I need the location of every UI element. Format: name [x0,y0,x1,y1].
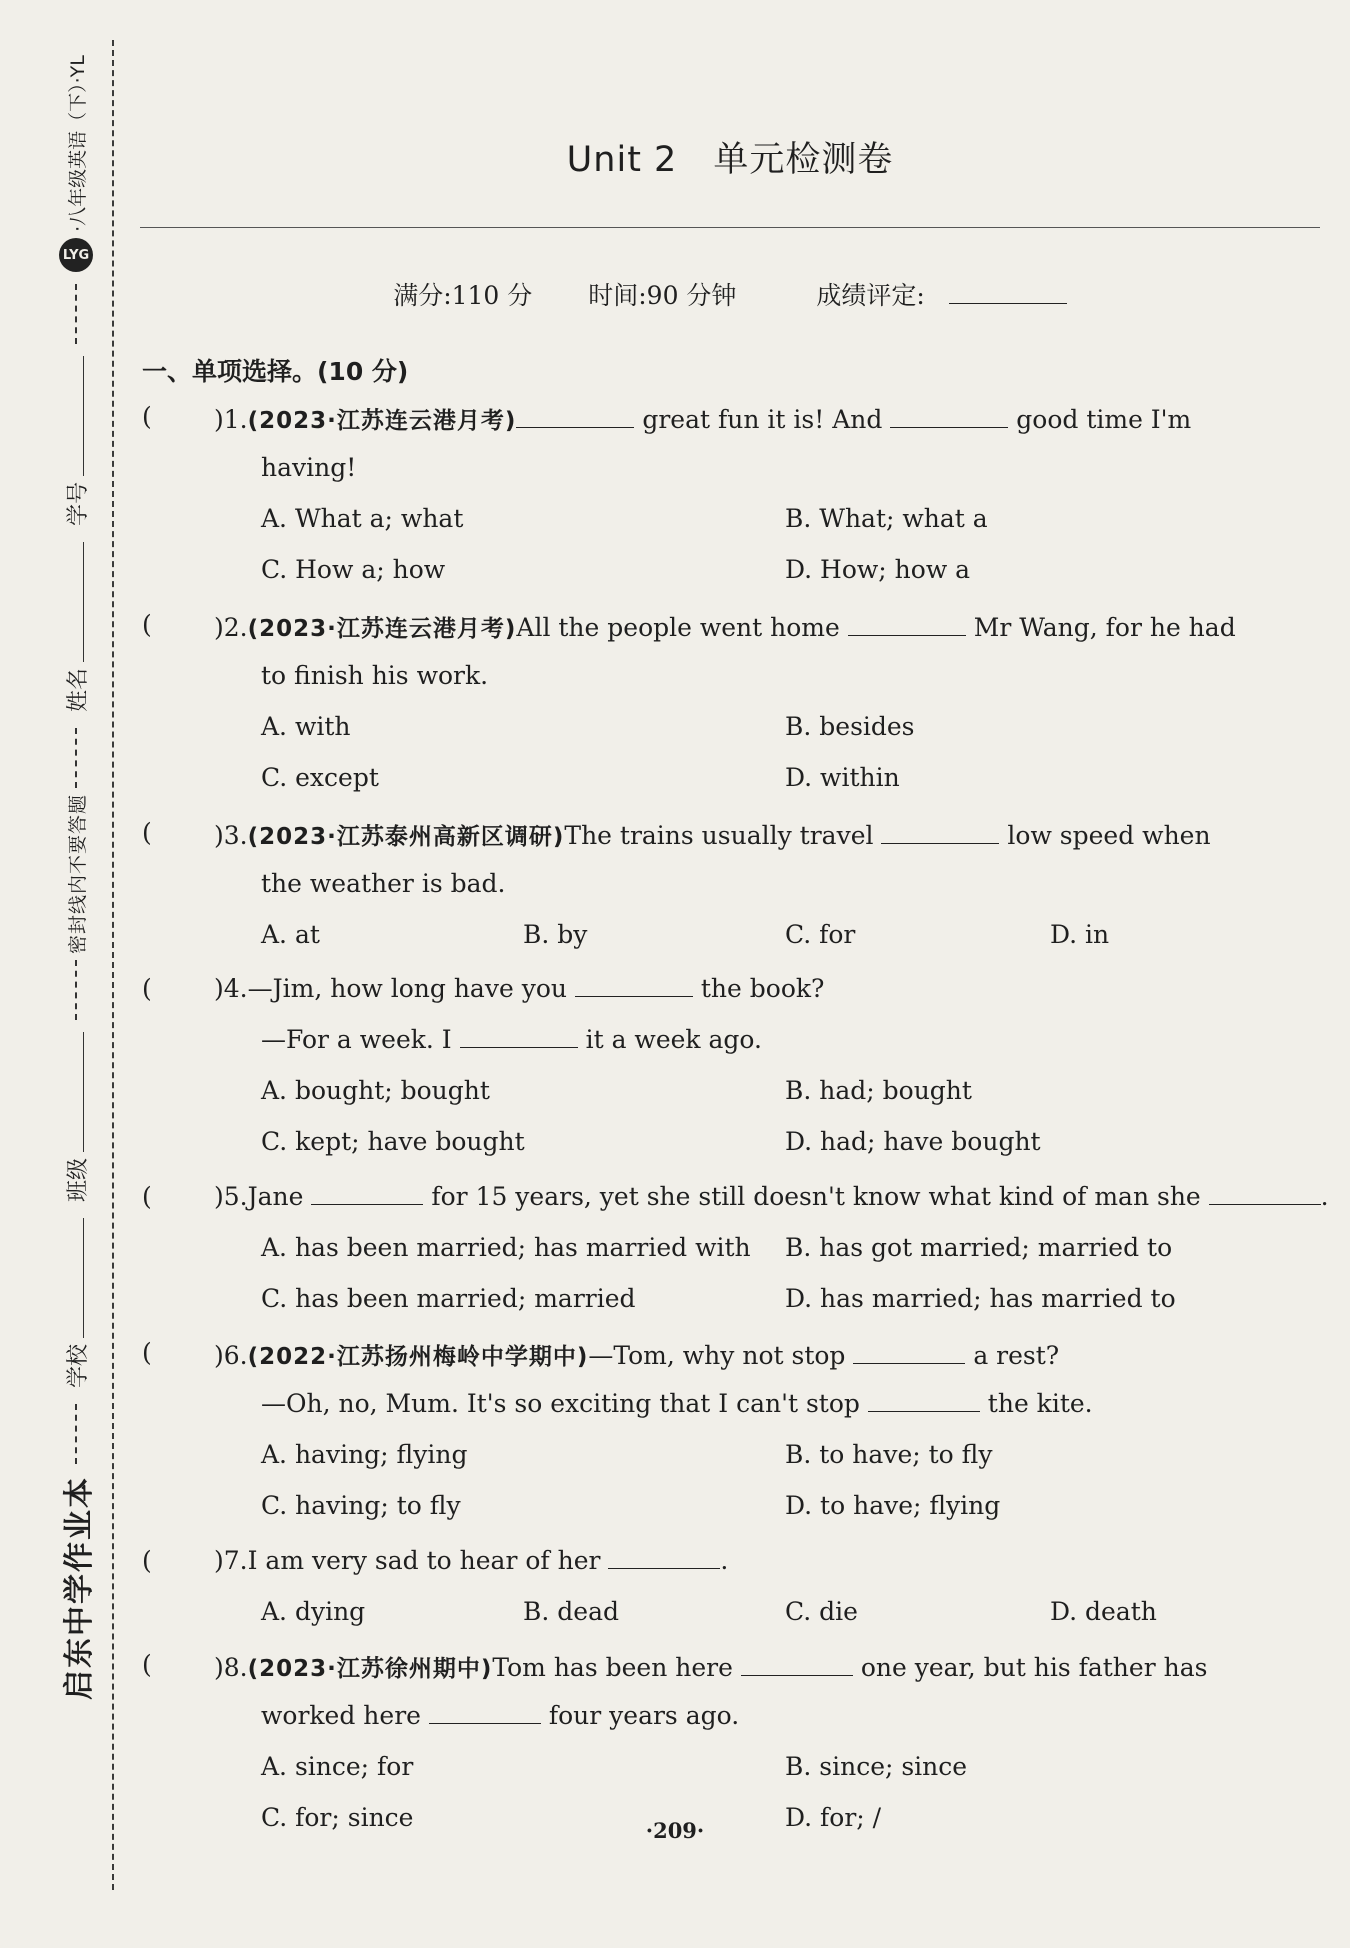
question-text: great fun it is! And [642,405,883,434]
question-source: (2023·江苏泰州高新区调研) [247,824,565,850]
answer-blank[interactable] [1209,1182,1321,1205]
answer-blank[interactable] [890,405,1008,428]
section-title: 一、单项选择。(10 分) [142,357,409,386]
question-text: The trains usually travel [564,821,874,850]
question-text: Tom has been here [492,1653,733,1682]
question-text: —Oh, no, Mum. It's so exciting that I can't stop [261,1389,860,1418]
question-text: good time I'm [1016,405,1192,434]
question-continuation: to finish his work. [261,661,489,690]
question-text: the book? [700,974,825,1003]
option-a: A. since; for [261,1752,414,1781]
option-b: B. has got married; married to [785,1233,1173,1262]
dashed-segment [75,960,77,1020]
question-number: )3. [214,821,248,850]
question-source: (2023·江苏连云港月考) [247,408,517,434]
brand-label: 启东中学作业本 [62,1476,97,1700]
question-source: (2022·江苏扬州梅岭中学期中) [247,1344,589,1370]
book-label: ·八年级英语（下）·YL [66,55,89,232]
answer-blank[interactable] [608,1546,720,1569]
question-text: —Tom, why not stop [588,1341,846,1370]
dashed-segment [75,284,77,344]
option-b: B. had; bought [785,1076,972,1105]
answer-blank[interactable] [741,1653,853,1676]
answer-paren: ( [142,402,152,431]
name-label: 姓名 [65,667,91,712]
question-text: . [1320,1182,1329,1211]
option-a: A. What a; what [261,504,464,533]
dashed-segment [75,1404,77,1464]
option-c: C. die [785,1597,858,1626]
option-c: C. has been married; married [261,1284,636,1313]
question-number: )6. [214,1341,248,1370]
option-a: A. having; flying [261,1440,468,1469]
lyg-badge: LYG [59,238,93,272]
option-d: D. to have; flying [785,1491,1001,1520]
answer-blank[interactable] [429,1701,541,1724]
option-d: D. had; have bought [785,1127,1041,1156]
question-number: )1. [214,405,248,434]
name-blank [69,542,84,662]
question-text: for 15 years, yet she still doesn't know what kind of man she [431,1182,1201,1211]
option-c: C. except [261,763,379,792]
class-blank [69,1032,84,1152]
option-a: A. bought; bought [261,1076,490,1105]
option-b: B. by [523,920,588,949]
option-d: D. in [1050,920,1110,949]
secret-notice: 密封线内不要答题 [66,793,89,954]
question-text: . [720,1546,729,1575]
option-b: B. besides [785,712,915,741]
binding-strip [54,40,98,1700]
option-d: D. has married; has married to [785,1284,1176,1313]
question-continuation: having! [261,453,357,482]
answer-blank[interactable] [881,821,999,844]
id-blank [69,356,84,476]
question-number: )5. [214,1182,248,1211]
grade-label: 成绩评定: [816,281,925,310]
question-text: low speed when [1007,821,1211,850]
answer-paren: ( [142,1182,152,1211]
question-text: worked here [261,1701,421,1730]
answer-paren: ( [142,1546,152,1575]
question-text: it a week ago. [585,1025,762,1054]
question-text: All the people went home [516,613,840,642]
exam-meta [140,276,1320,312]
answer-paren: ( [142,610,152,639]
answer-blank[interactable] [868,1389,980,1412]
option-b: B. since; since [785,1752,968,1781]
school-label: 学校 [65,1343,91,1388]
answer-paren: ( [142,818,152,847]
full-score: 满分:110 分 [393,281,533,310]
page-number: ·209· [645,1818,705,1843]
school-blank [69,1218,84,1338]
question-text: Jane [247,1182,304,1211]
seal-line [112,40,114,1890]
answer-blank[interactable] [516,405,634,428]
page-title: Unit 2 单元检测卷 [566,140,894,180]
question-source: (2023·江苏连云港月考) [247,616,517,642]
answer-blank[interactable] [848,613,966,636]
option-a: A. dying [261,1597,366,1626]
id-label: 学号 [65,481,91,526]
answer-blank[interactable] [311,1182,423,1205]
answer-paren: ( [142,1338,152,1367]
question-text: —For a week. I [261,1025,452,1054]
class-label: 班级 [65,1157,91,1202]
question-number: )2. [214,613,248,642]
question-source: (2023·江苏徐州期中) [247,1656,493,1682]
question-number: )7. [214,1546,248,1575]
option-a: A. has been married; has married with [261,1233,751,1262]
question-text: a rest? [973,1341,1060,1370]
option-b: B. What; what a [785,504,988,533]
answer-blank[interactable] [460,1025,578,1048]
grade-field [792,281,1066,310]
answer-blank[interactable] [853,1341,965,1364]
title-divider [140,227,1320,228]
option-a: A. with [261,712,351,741]
option-b: B. to have; to fly [785,1440,993,1469]
option-c: C. for; since [261,1803,414,1832]
answer-paren: ( [142,1650,152,1679]
option-a: A. at [261,920,320,949]
question-text: Mr Wang, for he had [973,613,1236,642]
option-d: D. death [1050,1597,1157,1626]
option-d: D. How; how a [785,555,971,584]
question-text: one year, but his father has [860,1653,1208,1682]
option-d: D. for; / [785,1803,882,1832]
question-continuation: the weather is bad. [261,869,506,898]
question-number: )4. [214,974,248,1003]
option-d: D. within [785,763,900,792]
option-c: C. having; to fly [261,1491,461,1520]
answer-blank[interactable] [575,974,693,997]
exam-time: 时间:90 分钟 [588,281,737,310]
question-text: —Jim, how long have you [247,974,567,1003]
question-text: I am very sad to hear of her [247,1546,601,1575]
option-c: C. for [785,920,856,949]
option-b: B. dead [523,1597,619,1626]
grade-blank[interactable] [949,283,1067,304]
option-c: C. kept; have bought [261,1127,525,1156]
question-number: )8. [214,1653,248,1682]
question-text: four years ago. [548,1701,740,1730]
option-c: C. How a; how [261,555,446,584]
answer-paren: ( [142,974,152,1003]
dashed-segment [75,728,77,788]
question-text: the kite. [987,1389,1093,1418]
